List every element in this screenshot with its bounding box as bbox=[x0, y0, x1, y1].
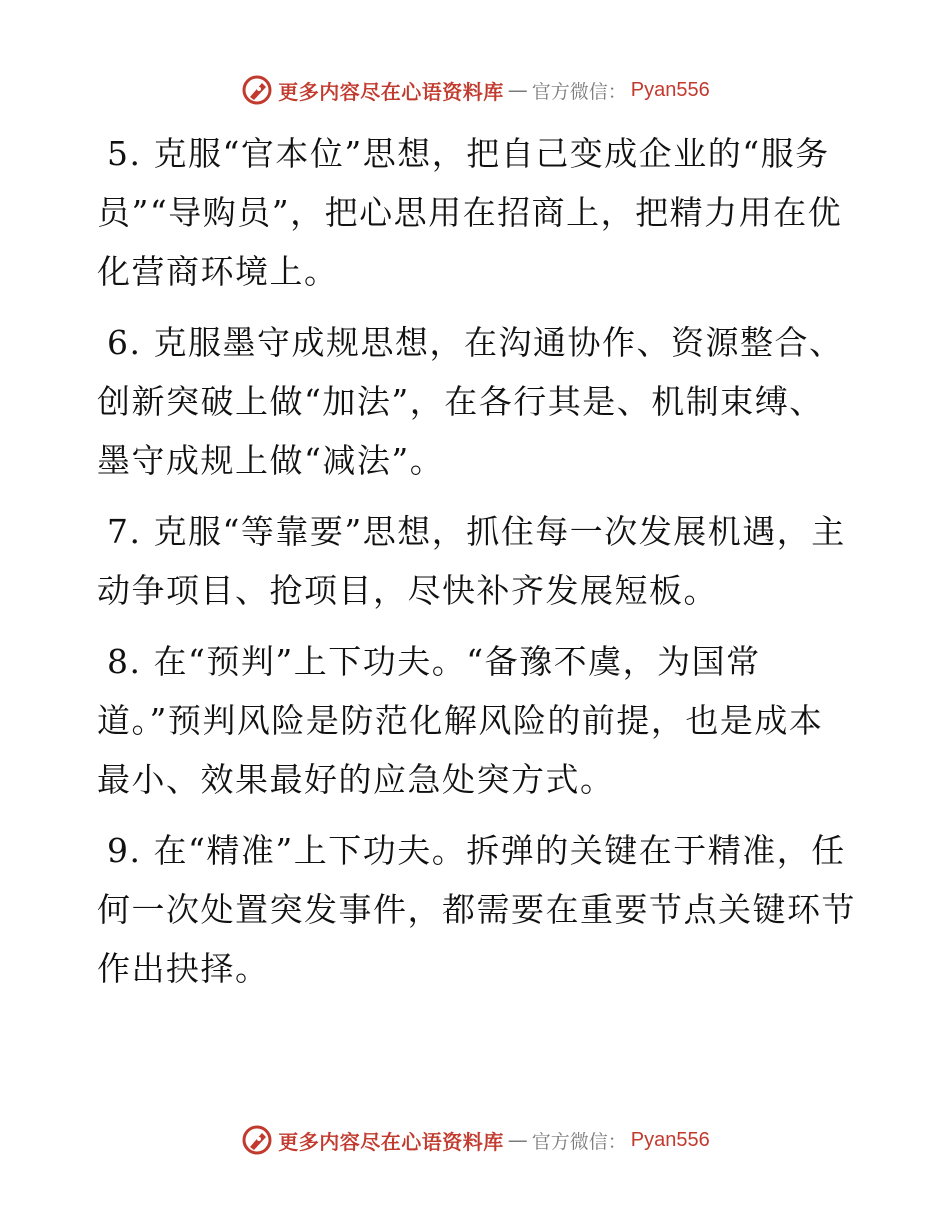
watermark-dash: — bbox=[507, 78, 528, 102]
pen-nib-circle-icon bbox=[240, 73, 274, 107]
watermark-id: Pyan556 bbox=[630, 78, 710, 101]
paragraph-5: 5. 克服“官本位”思想，把自己变成企业的“服务员”“导购员”，把心思用在招商上，把精力用在优化营商环境上。 bbox=[97, 134, 843, 291]
watermark-label: 官方微信： bbox=[531, 80, 627, 103]
watermark-brand: 更多内容尽在心语资料库 bbox=[278, 79, 504, 104]
paragraph-8: 8. 在“预判”上下功夫。“备豫不虞，为国常道。”预判风险是防范化解风险的前提，也是成本最小、效果最好的应急处突方式。 bbox=[97, 642, 824, 799]
footer-watermark bbox=[0, 1120, 950, 1160]
paragraph-6: 6. 克服墨守成规思想，在沟通协作、资源整合、创新突破上做“加法”，在各行其是、机制束缚、墨守成规上做“减法”。 bbox=[97, 323, 844, 480]
header-watermark bbox=[0, 70, 950, 110]
paragraph-7: 7. 克服“等靠要”思想，抓住每一次发展机遇，主动争项目、抢项目，尽快补齐发展短板。 bbox=[97, 512, 846, 610]
watermark-id: Pyan556 bbox=[630, 1128, 710, 1151]
watermark-label: 官方微信： bbox=[531, 1130, 627, 1153]
watermark-group bbox=[240, 73, 709, 107]
paragraph-9: 9. 在“精准”上下功夫。拆弹的关键在于精准，任何一次处置突发事件，都需要在重要节点关键环节作出抉择。 bbox=[97, 831, 856, 988]
watermark-group bbox=[240, 1123, 709, 1157]
watermark-dash: — bbox=[507, 1128, 528, 1152]
document-body bbox=[97, 124, 857, 1010]
pen-nib-circle-icon bbox=[240, 1123, 274, 1157]
watermark-brand: 更多内容尽在心语资料库 bbox=[278, 1129, 504, 1154]
